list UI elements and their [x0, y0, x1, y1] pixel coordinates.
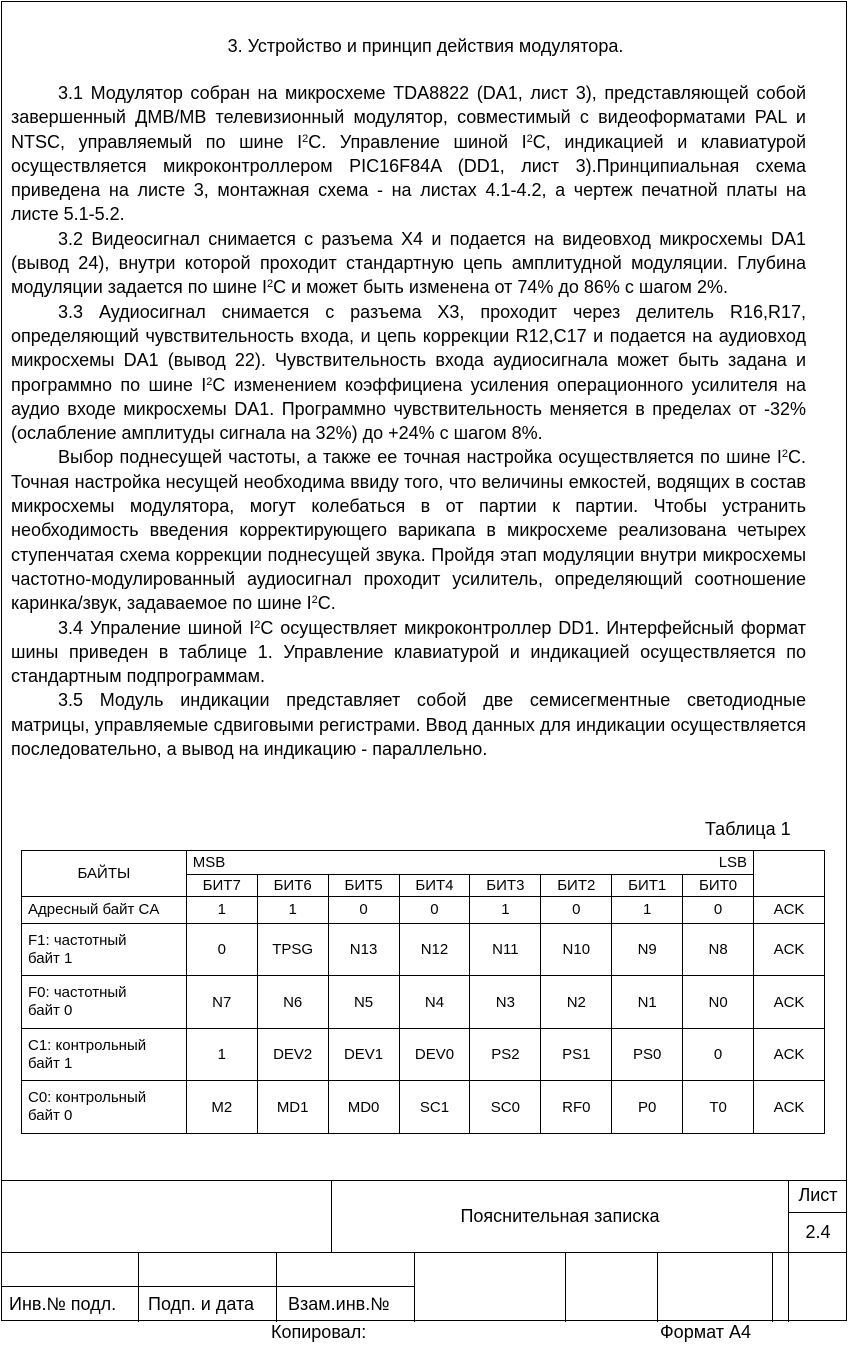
- table-cell: T0: [683, 1081, 754, 1134]
- table-cell: 1: [257, 897, 328, 924]
- paragraph-3-1: 3.1 Модулятор собран на микросхеме TDA8822 (DA1, лист 3), представляющей собой завершенный ДМВ/МВ телевизионный модулятор, совместимый с видеоформатами PAL и NTSC, управляемый по шине $I^2C$. Управление шиной $I^2C$, индикацией и клавиатурой осуществляется микроконтроллером PIC16F84A (DD1, лист 3).Принципиальная схема приведена на листе 3, монтажная схема - на листах 4.1-4.2, а чертеж печатной платы на листе 5.1-5.2.: [11, 83, 806, 225]
- table-cell: M2: [186, 1081, 257, 1134]
- table-cell: P0: [612, 1081, 683, 1134]
- bit-header: БИТ4: [399, 875, 470, 897]
- table-cell: N4: [399, 976, 470, 1029]
- stamp-line: [1, 1180, 847, 1181]
- body-text: [11, 81, 806, 761]
- ack-cell: ACK: [754, 976, 825, 1029]
- sign-date-label: Подп. и дата: [148, 1294, 255, 1314]
- table-cell: PS0: [612, 1028, 683, 1081]
- table-cell: N8: [683, 923, 754, 976]
- table-cell: N9: [612, 923, 683, 976]
- bus-format-table: [21, 850, 825, 1134]
- header-lsb: LSB: [470, 851, 754, 875]
- bit-header: БИТ6: [257, 875, 328, 897]
- table-cell: SC1: [399, 1081, 470, 1134]
- table-cell: N12: [399, 923, 470, 976]
- table-cell: TPSG: [257, 923, 328, 976]
- table-cell: DEV0: [399, 1028, 470, 1081]
- table-cell: DEV1: [328, 1028, 399, 1081]
- ack-cell: ACK: [754, 1081, 825, 1134]
- paragraph-carrier: Выбор поднесущей частоты, а также ее точная настройка осуществляется по шине $I^2C$. Точная настройка несущей необходима ввиду того, что величины емкостей, водящих в состав микросхемы модулятора, могут колебаться в от партии к партии. Чтобы устранить необходимость введения корректирующего варикапа в микросхеме реализована четырех ступенчатая схема коррекции поднесущей звука. Пройдя этап модуляции внутри микросхемы частотно-модулированный аудиосигнал проходит усилитель, определяющий соотношение каринка/звук, задаваемое по шине $I^2C$.: [11, 447, 806, 614]
- table-cell: N7: [186, 976, 257, 1029]
- table-row: [22, 1081, 825, 1134]
- header-ack-blank: [754, 851, 825, 897]
- table-cell: 1: [186, 1028, 257, 1081]
- stamp-line: [657, 1252, 658, 1322]
- title-block: [1, 1180, 847, 1322]
- table-cell: PS2: [470, 1028, 541, 1081]
- table-cell: 1: [612, 897, 683, 924]
- bit-header: БИТ0: [683, 875, 754, 897]
- ack-cell: ACK: [754, 1028, 825, 1081]
- row-label: F1: частотный байт 1: [22, 923, 187, 976]
- stamp-line: [414, 1252, 415, 1322]
- table-cell: N3: [470, 976, 541, 1029]
- table-cell: 0: [683, 1028, 754, 1081]
- vzam-label: Взам.инв.№: [288, 1294, 390, 1314]
- table-cell: PS1: [541, 1028, 612, 1081]
- table-cell: MD0: [328, 1081, 399, 1134]
- table-cell: N6: [257, 976, 328, 1029]
- row-label: C0: контрольный байт 0: [22, 1081, 187, 1134]
- table-cell: 0: [541, 897, 612, 924]
- paragraph-3-5: 3.5 Модуль индикации представляет собой две семисегментные светодиодные матрицы, управляемые сдвиговыми регистрами. Ввод данных для индикации осуществляется последовательно, а вывод на индикацию - параллельно.: [11, 690, 806, 760]
- bit-header: БИТ5: [328, 875, 399, 897]
- table-cell: 0: [683, 897, 754, 924]
- sheet-number: 2.4: [805, 1222, 831, 1242]
- table-row: [22, 923, 825, 976]
- table-cell: N5: [328, 976, 399, 1029]
- table-cell: 0: [186, 923, 257, 976]
- stamp-line: [565, 1252, 566, 1322]
- ack-cell: ACK: [754, 923, 825, 976]
- row-label: Адресный байт CA: [22, 897, 187, 924]
- table-cell: 1: [470, 897, 541, 924]
- inv-label: Инв.№ подл.: [9, 1294, 117, 1314]
- table-cell: N1: [612, 976, 683, 1029]
- paragraph-3-3: 3.3 Аудиосигнал снимается с разъема X3, проходит через делитель R16,R17, определяющий чувствительность входа, и цепь коррекции R12,C17 и подается на аудиовход микросхемы DA1 (вывод 22). Чувствительность входа аудиосигнала может быть задана и программно по шине $I^2C$ изменением коэффициена усиления операционного усилителя на аудио входе микросхемы DA1. Программно чувствительность меняется в пределах от -32% (ослабление амплитуды сигнала на 32%) до +24% с шагом 8%.: [11, 301, 807, 444]
- table-caption: Таблица 1: [705, 819, 791, 839]
- ack-cell: ACK: [754, 897, 825, 924]
- table-cell: SC0: [470, 1081, 541, 1134]
- header-msb: MSB: [186, 851, 470, 875]
- table-cell: MD1: [257, 1081, 328, 1134]
- stamp-line: [1, 1286, 414, 1287]
- table-row: [22, 1028, 825, 1081]
- bit-header: БИТ1: [612, 875, 683, 897]
- stamp-line: [1, 1252, 847, 1253]
- table-cell: N13: [328, 923, 399, 976]
- table-cell: RF0: [541, 1081, 612, 1134]
- bit-header: БИТ2: [541, 875, 612, 897]
- format-label: Формат А4: [660, 1322, 751, 1342]
- stamp-line: [138, 1252, 139, 1322]
- paragraph-3-2: 3.2 Видеосигнал снимается с разъема X4 и подается на видеовход микросхемы DA1 (вывод 24), внутри которой проходит стандартную цепь амплитудной модуляции. Глубина модуляции задается по шине $I^2C$ и может быть изменена от 74% до 86% с шагом 2%.: [11, 228, 806, 298]
- stamp-line: [772, 1252, 773, 1322]
- header-bytes: БАЙТЫ: [22, 851, 187, 897]
- table-cell: N2: [541, 976, 612, 1029]
- sheet-label: Лист: [798, 1185, 838, 1205]
- table-cell: 0: [399, 897, 470, 924]
- row-label: C1: контрольный байт 1: [22, 1028, 187, 1081]
- table-cell: N11: [470, 923, 541, 976]
- table-cell: 0: [328, 897, 399, 924]
- table-cell: DEV2: [257, 1028, 328, 1081]
- table-row: [22, 976, 825, 1029]
- paragraph-3-4: 3.4 Упраление шиной $I^2C$ осуществляет микроконтроллер DD1. Интерфейсный формат шины приведен в таблице 1. Управление клавиатурой и индикацией осуществляется по стандартным подпрограммам.: [11, 617, 806, 687]
- table-row: [22, 897, 825, 924]
- table-cell: 1: [186, 897, 257, 924]
- table-cell: N10: [541, 923, 612, 976]
- table-cell: N0: [683, 976, 754, 1029]
- copied-label: Копировал:: [271, 1322, 367, 1342]
- doc-name: Пояснительная записка: [460, 1206, 660, 1226]
- bit-header: БИТ3: [470, 875, 541, 897]
- row-label: F0: частотный байт 0: [22, 976, 187, 1029]
- section-title: 3. Устройство и принцип действия модулятора.: [227, 36, 624, 56]
- stamp-line: [788, 1212, 847, 1213]
- stamp-line: [276, 1252, 277, 1322]
- bit-header: БИТ7: [186, 875, 257, 897]
